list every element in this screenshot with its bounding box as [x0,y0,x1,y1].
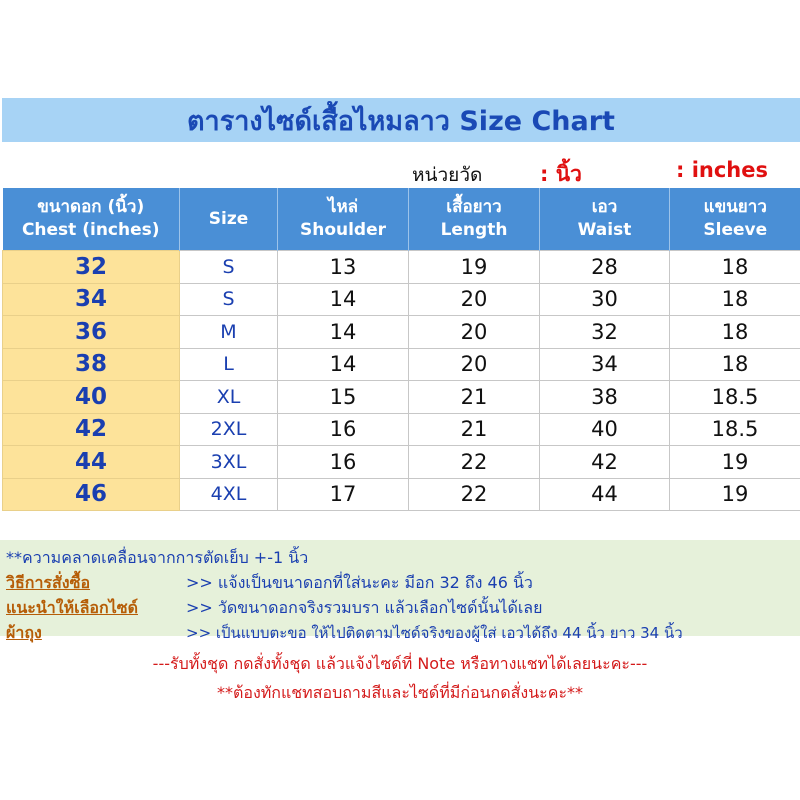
waist-cell: 40 [540,413,670,446]
waist-cell: 32 [540,316,670,349]
sleeve-cell: 19 [670,446,800,479]
sleeve-cell: 19 [670,478,800,511]
chest-cell: 46 [3,478,180,511]
header-size: Size [180,188,278,251]
header-shoulder: ไหล่ Shoulder [278,188,409,251]
table-row [3,413,800,446]
title-bar [2,98,800,142]
order-text: >> แจ้งเป็นขนาดอกที่ใส่นะคะ มีอก 32 ถึง 46 นิ้ว [186,573,533,592]
unit-thai: : นิ้ว [540,162,582,186]
size-cell: L [180,348,278,381]
chest-cell: 38 [3,348,180,381]
table-row [3,446,800,479]
sleeve-cell: 18 [670,251,800,284]
advice-text: >> วัดขนาดอกจริงรวมบรา แล้วเลือกไซด์นั้นได้เลย [186,598,543,617]
header-chest: ขนาดอก (นิ้ว) Chest (inches) [3,188,180,251]
skirt-text: >> เป็นแบบตะขอ ให้ไปติดตามไซด์จริงของผู้ใส่ เอวได้ถึง 44 นิ้ว ยาว 34 นิ้ว [186,624,683,642]
unit-english: : inches [676,158,768,182]
advice-label: แนะนำให้เลือกไซด์ [6,598,138,617]
length-cell: 20 [409,283,540,316]
length-cell: 20 [409,316,540,349]
table-header-row [3,188,800,251]
shoulder-cell: 15 [278,381,409,414]
size-cell: S [180,251,278,284]
shoulder-cell: 13 [278,251,409,284]
waist-cell: 30 [540,283,670,316]
skirt-label: ผ้าถุง [6,623,42,642]
shoulder-cell: 14 [278,283,409,316]
unit-row [0,158,800,188]
chest-cell: 42 [3,413,180,446]
header-length: เสื้อยาว Length [409,188,540,251]
chest-cell: 32 [3,251,180,284]
length-cell: 20 [409,348,540,381]
chest-cell: 40 [3,381,180,414]
shoulder-cell: 17 [278,478,409,511]
table-row [3,478,800,511]
page-title: ตารางไซด์เสื้อไหมลาว Size Chart [187,105,615,137]
table-row [3,283,800,316]
length-cell: 21 [409,381,540,414]
size-cell: XL [180,381,278,414]
shoulder-cell: 16 [278,446,409,479]
table-row [3,381,800,414]
footer-line-2: **ต้องทักแชทสอบถามสีและไซด์ที่มีก่อนกดสั่งนะคะ** [216,683,584,702]
sleeve-cell: 18 [670,283,800,316]
size-chart-table [2,188,800,511]
tolerance-note: **ความคลาดเคลื่อนจากการตัดเย็บ +-1 นิ้ว [6,548,309,567]
header-waist: เอว Waist [540,188,670,251]
chest-cell: 36 [3,316,180,349]
length-cell: 19 [409,251,540,284]
sleeve-cell: 18 [670,348,800,381]
size-cell: M [180,316,278,349]
length-cell: 21 [409,413,540,446]
chest-cell: 44 [3,446,180,479]
unit-label: หน่วยวัด [412,164,483,186]
table-row [3,348,800,381]
waist-cell: 34 [540,348,670,381]
length-cell: 22 [409,446,540,479]
notes-panel [0,540,800,642]
header-sleeve: แขนยาว Sleeve [670,188,800,251]
size-cell: 3XL [180,446,278,479]
size-cell: 2XL [180,413,278,446]
table-row [3,251,800,284]
waist-cell: 38 [540,381,670,414]
shoulder-cell: 14 [278,316,409,349]
shoulder-cell: 16 [278,413,409,446]
waist-cell: 44 [540,478,670,511]
size-cell: S [180,283,278,316]
size-cell: 4XL [180,478,278,511]
sleeve-cell: 18 [670,316,800,349]
sleeve-cell: 18.5 [670,413,800,446]
waist-cell: 28 [540,251,670,284]
footer-line-1: ---รับทั้งชุด กดสั่งทั้งชุด แล้วแจ้งไซด์ที่ Note หรือทางแชทได้เลยนะคะ--- [152,654,648,673]
waist-cell: 42 [540,446,670,479]
length-cell: 22 [409,478,540,511]
sleeve-cell: 18.5 [670,381,800,414]
table-row [3,316,800,349]
order-label: วิธีการสั่งซื้อ [6,573,91,592]
chest-cell: 34 [3,283,180,316]
shoulder-cell: 14 [278,348,409,381]
